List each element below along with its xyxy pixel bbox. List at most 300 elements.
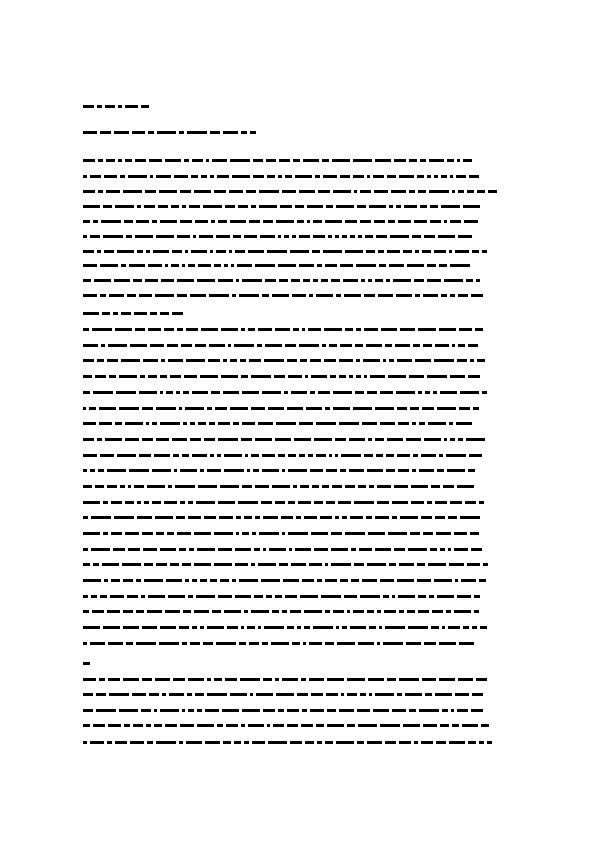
word-mark: [103, 626, 120, 629]
word-mark: [322, 159, 329, 162]
word-mark: [207, 469, 221, 472]
word-mark: [100, 294, 106, 297]
word-mark: [266, 159, 276, 162]
word-mark: [83, 532, 100, 535]
word-mark: [463, 626, 469, 629]
word-mark: [259, 532, 279, 535]
word-mark: [399, 563, 414, 566]
word-mark: [154, 709, 157, 712]
word-mark: [272, 610, 279, 613]
word-mark: [340, 469, 346, 472]
word-mark: [403, 724, 420, 727]
word-mark: [174, 469, 177, 472]
word-mark: [309, 642, 322, 645]
word-mark: [169, 693, 184, 696]
word-mark: [418, 391, 422, 394]
word-mark: [121, 312, 131, 315]
word-mark: [294, 438, 311, 441]
word-mark: [459, 407, 470, 410]
word-mark: [304, 516, 317, 519]
word-mark: [263, 548, 266, 551]
word-mark: [97, 359, 104, 362]
word-mark: [182, 454, 189, 457]
word-mark: [415, 250, 419, 253]
word-mark: [195, 693, 204, 696]
word-mark: [305, 375, 308, 378]
word-mark: [387, 175, 396, 178]
word-mark: [375, 516, 389, 519]
word-mark: [234, 741, 241, 744]
text-line: [83, 262, 505, 268]
text-line: [83, 326, 505, 332]
word-mark: [143, 359, 158, 362]
word-mark: [160, 312, 169, 315]
word-mark: [258, 328, 272, 331]
word-mark: [288, 454, 296, 457]
word-mark: [196, 595, 215, 598]
word-mark: [482, 250, 487, 253]
word-mark: [166, 391, 173, 394]
word-mark: [83, 724, 90, 727]
word-mark: [100, 595, 107, 598]
word-mark: [389, 205, 393, 208]
word-mark: [238, 501, 258, 504]
word-mark: [200, 375, 218, 378]
word-mark: [83, 294, 97, 297]
word-mark: [116, 391, 136, 394]
word-mark: [383, 595, 389, 598]
word-mark: [458, 344, 465, 347]
word-mark: [338, 501, 351, 504]
word-mark: [275, 328, 290, 331]
word-mark: [409, 190, 415, 193]
word-mark: [96, 693, 106, 696]
word-mark: [108, 642, 123, 645]
word-mark: [261, 501, 272, 504]
word-mark: [255, 485, 269, 488]
word-mark: [179, 548, 186, 551]
word-mark: [398, 469, 409, 472]
word-mark: [103, 235, 123, 238]
word-mark: [367, 175, 370, 178]
word-mark: [387, 250, 400, 253]
word-mark: [437, 595, 454, 598]
word-mark: [410, 407, 419, 410]
word-mark: [239, 579, 258, 582]
word-mark: [166, 579, 182, 582]
word-mark: [335, 516, 339, 519]
word-mark: [463, 205, 480, 208]
word-mark: [437, 469, 444, 472]
word-mark: [444, 279, 463, 282]
word-mark: [223, 741, 231, 744]
word-mark: [378, 294, 393, 297]
word-mark: [466, 279, 473, 282]
text-line: [83, 624, 505, 630]
word-mark: [409, 709, 416, 712]
word-mark: [391, 190, 406, 193]
word-mark: [83, 693, 93, 696]
text-line: [83, 514, 505, 520]
word-mark: [210, 131, 220, 134]
word-mark: [442, 709, 448, 712]
word-mark: [326, 469, 337, 472]
word-mark: [388, 532, 407, 535]
word-mark: [474, 610, 479, 613]
word-mark: [183, 391, 189, 394]
word-mark: [482, 391, 487, 394]
word-mark: [467, 190, 474, 193]
word-mark: [128, 548, 140, 551]
word-mark: [442, 626, 445, 629]
word-mark: [182, 563, 191, 566]
word-mark: [479, 501, 484, 504]
word-mark: [190, 438, 201, 441]
word-mark: [385, 344, 392, 347]
word-mark: [282, 610, 287, 613]
word-mark: [455, 693, 469, 696]
word-mark: [450, 375, 465, 378]
word-mark: [207, 626, 224, 629]
word-mark: [423, 532, 433, 535]
word-mark: [251, 454, 259, 457]
word-mark: [386, 279, 390, 282]
word-mark: [110, 595, 124, 598]
word-mark: [160, 626, 176, 629]
word-mark: [413, 454, 418, 457]
word-mark: [449, 741, 465, 744]
word-mark: [326, 205, 333, 208]
word-mark: [231, 264, 234, 267]
word-mark: [154, 724, 162, 727]
word-mark: [433, 391, 437, 394]
word-mark: [185, 250, 188, 253]
word-mark: [210, 579, 217, 582]
word-mark: [117, 250, 134, 253]
word-mark: [299, 190, 315, 193]
word-mark: [358, 235, 362, 238]
word-mark: [177, 532, 191, 535]
word-mark: [172, 438, 187, 441]
word-mark: [483, 563, 488, 566]
word-mark: [189, 205, 200, 208]
text-line: [83, 722, 505, 728]
word-mark: [117, 454, 136, 457]
word-mark: [161, 359, 165, 362]
word-mark: [135, 235, 153, 238]
word-mark: [102, 563, 119, 566]
word-mark: [424, 642, 436, 645]
word-mark: [244, 235, 257, 238]
word-mark: [469, 175, 479, 178]
word-mark: [171, 205, 179, 208]
word-mark: [168, 595, 185, 598]
word-mark: [282, 678, 298, 681]
word-mark: [253, 469, 259, 472]
word-mark: [430, 205, 438, 208]
word-mark: [262, 454, 275, 457]
word-mark: [232, 579, 236, 582]
word-mark: [335, 235, 339, 238]
word-mark: [167, 344, 178, 347]
word-mark: [302, 579, 314, 582]
word-mark: [385, 626, 405, 629]
word-mark: [214, 563, 232, 566]
word-mark: [181, 344, 192, 347]
word-mark: [275, 501, 285, 504]
word-mark: [313, 279, 318, 282]
word-mark: [268, 741, 287, 744]
word-mark: [161, 279, 174, 282]
word-mark: [325, 579, 337, 582]
word-mark: [190, 422, 195, 425]
word-mark: [354, 190, 357, 193]
word-mark: [83, 579, 101, 582]
word-mark: [369, 485, 374, 488]
word-mark: [144, 501, 149, 504]
word-mark: [147, 485, 165, 488]
word-mark: [385, 741, 396, 744]
word-mark: [173, 454, 179, 457]
word-mark: [458, 190, 464, 193]
word-mark: [436, 741, 446, 744]
word-mark: [83, 328, 89, 331]
word-mark: [292, 642, 300, 645]
word-mark: [244, 610, 248, 613]
word-mark: [145, 190, 156, 193]
word-mark: [168, 359, 183, 362]
word-mark: [262, 294, 269, 297]
word-mark: [182, 642, 187, 645]
text-line: [83, 373, 505, 379]
word-mark: [325, 563, 328, 566]
word-mark: [160, 709, 179, 712]
word-mark: [144, 579, 163, 582]
word-mark: [164, 328, 174, 331]
word-mark: [414, 220, 427, 223]
word-mark: [347, 678, 365, 681]
word-mark: [241, 626, 244, 629]
word-mark: [254, 548, 260, 551]
word-mark: [170, 375, 181, 378]
word-mark: [83, 595, 88, 598]
word-mark: [177, 235, 190, 238]
word-mark: [397, 454, 410, 457]
word-mark: [262, 642, 268, 645]
word-mark: [430, 548, 437, 551]
word-mark: [177, 328, 183, 331]
word-mark: [288, 501, 295, 504]
word-mark: [345, 250, 363, 253]
word-mark: [176, 516, 185, 519]
word-mark: [252, 741, 265, 744]
word-mark: [130, 741, 144, 744]
word-mark: [268, 407, 284, 410]
word-mark: [332, 485, 342, 488]
word-mark: [197, 724, 214, 727]
word-mark: [398, 422, 409, 425]
word-mark: [152, 422, 157, 425]
word-mark: [321, 279, 328, 282]
word-mark: [128, 485, 131, 488]
word-mark: [192, 159, 203, 162]
word-mark: [388, 375, 406, 378]
word-mark: [259, 190, 279, 193]
word-mark: [450, 501, 462, 504]
word-mark: [300, 359, 307, 362]
word-mark: [367, 610, 374, 613]
word-mark: [196, 501, 215, 504]
word-mark: [90, 235, 100, 238]
word-mark: [149, 159, 162, 162]
word-mark: [93, 724, 105, 727]
word-mark: [354, 501, 374, 504]
word-mark: [309, 563, 322, 566]
word-mark: [83, 642, 87, 645]
word-mark: [374, 220, 385, 223]
text-line: [83, 640, 505, 646]
word-mark: [340, 264, 353, 267]
word-mark: [83, 375, 92, 378]
text-line: [83, 499, 505, 505]
word-mark: [251, 205, 256, 208]
word-mark: [242, 391, 259, 394]
word-mark: [248, 328, 255, 331]
word-mark: [406, 642, 421, 645]
word-mark: [278, 454, 285, 457]
word-mark: [189, 548, 194, 551]
word-mark: [240, 678, 260, 681]
word-mark: [414, 279, 424, 282]
word-mark: [439, 454, 443, 457]
word-mark: [375, 159, 391, 162]
word-mark: [360, 595, 380, 598]
word-mark: [125, 501, 134, 504]
word-mark: [296, 516, 301, 519]
word-mark: [333, 391, 352, 394]
word-mark: [224, 469, 244, 472]
word-mark: [360, 693, 366, 696]
word-mark: [83, 407, 86, 410]
word-mark: [446, 610, 451, 613]
word-mark: [307, 205, 323, 208]
word-mark: [215, 407, 227, 410]
word-mark: [150, 175, 153, 178]
word-mark: [309, 294, 313, 297]
word-mark: [98, 469, 104, 472]
word-mark: [278, 264, 296, 267]
word-mark: [311, 693, 323, 696]
word-mark: [308, 454, 313, 457]
word-mark: [311, 532, 328, 535]
word-mark: [370, 375, 385, 378]
word-mark: [220, 485, 239, 488]
word-mark: [368, 279, 372, 282]
word-mark: [125, 422, 143, 425]
word-mark: [455, 250, 469, 253]
word-mark: [345, 328, 353, 331]
word-mark: [214, 190, 226, 193]
word-mark: [91, 595, 97, 598]
word-mark: [280, 205, 292, 208]
word-mark: [223, 359, 227, 362]
word-mark: [446, 454, 466, 457]
word-mark: [148, 328, 161, 331]
word-mark: [299, 422, 313, 425]
word-mark: [340, 344, 352, 347]
word-mark: [343, 279, 358, 282]
word-mark: [218, 422, 230, 425]
word-mark: [380, 391, 393, 394]
word-mark: [425, 693, 432, 696]
word-mark: [323, 175, 337, 178]
word-mark: [257, 344, 262, 347]
word-mark: [155, 516, 173, 519]
word-mark: [269, 548, 286, 551]
word-mark: [321, 595, 341, 598]
word-mark: [423, 344, 432, 347]
word-mark: [207, 693, 227, 696]
word-mark: [253, 175, 264, 178]
word-mark: [441, 205, 460, 208]
word-mark: [263, 709, 275, 712]
word-mark: [157, 131, 176, 134]
word-mark: [135, 328, 145, 331]
word-mark: [185, 579, 189, 582]
word-mark: [115, 328, 132, 331]
word-mark: [345, 485, 355, 488]
word-mark: [342, 626, 347, 629]
word-mark: [291, 279, 300, 282]
word-mark: [83, 190, 95, 193]
word-mark: [428, 422, 446, 425]
word-mark: [230, 220, 246, 223]
word-mark: [415, 294, 420, 297]
word-mark: [201, 328, 218, 331]
word-mark: [225, 205, 235, 208]
word-mark: [450, 175, 453, 178]
word-mark: [468, 344, 478, 347]
word-mark: [83, 235, 87, 238]
word-mark: [265, 279, 276, 282]
word-mark: [83, 131, 97, 134]
word-mark: [458, 294, 468, 297]
word-mark: [430, 220, 441, 223]
word-mark: [310, 359, 321, 362]
word-mark: [470, 532, 479, 535]
word-mark: [477, 190, 485, 193]
word-mark: [179, 131, 184, 134]
word-mark: [95, 485, 104, 488]
word-mark: [436, 532, 451, 535]
word-mark: [258, 563, 276, 566]
word-mark: [83, 662, 90, 665]
word-mark: [99, 678, 105, 681]
word-mark: [471, 709, 483, 712]
word-mark: [93, 220, 98, 223]
word-mark: [327, 678, 344, 681]
word-mark: [83, 610, 89, 613]
word-mark: [253, 159, 263, 162]
word-mark: [333, 190, 351, 193]
text-line: [83, 561, 505, 567]
word-mark: [125, 105, 138, 108]
word-mark: [133, 279, 142, 282]
word-mark: [83, 220, 90, 223]
word-mark: [429, 159, 444, 162]
word-mark: [235, 563, 248, 566]
word-mark: [83, 312, 99, 315]
